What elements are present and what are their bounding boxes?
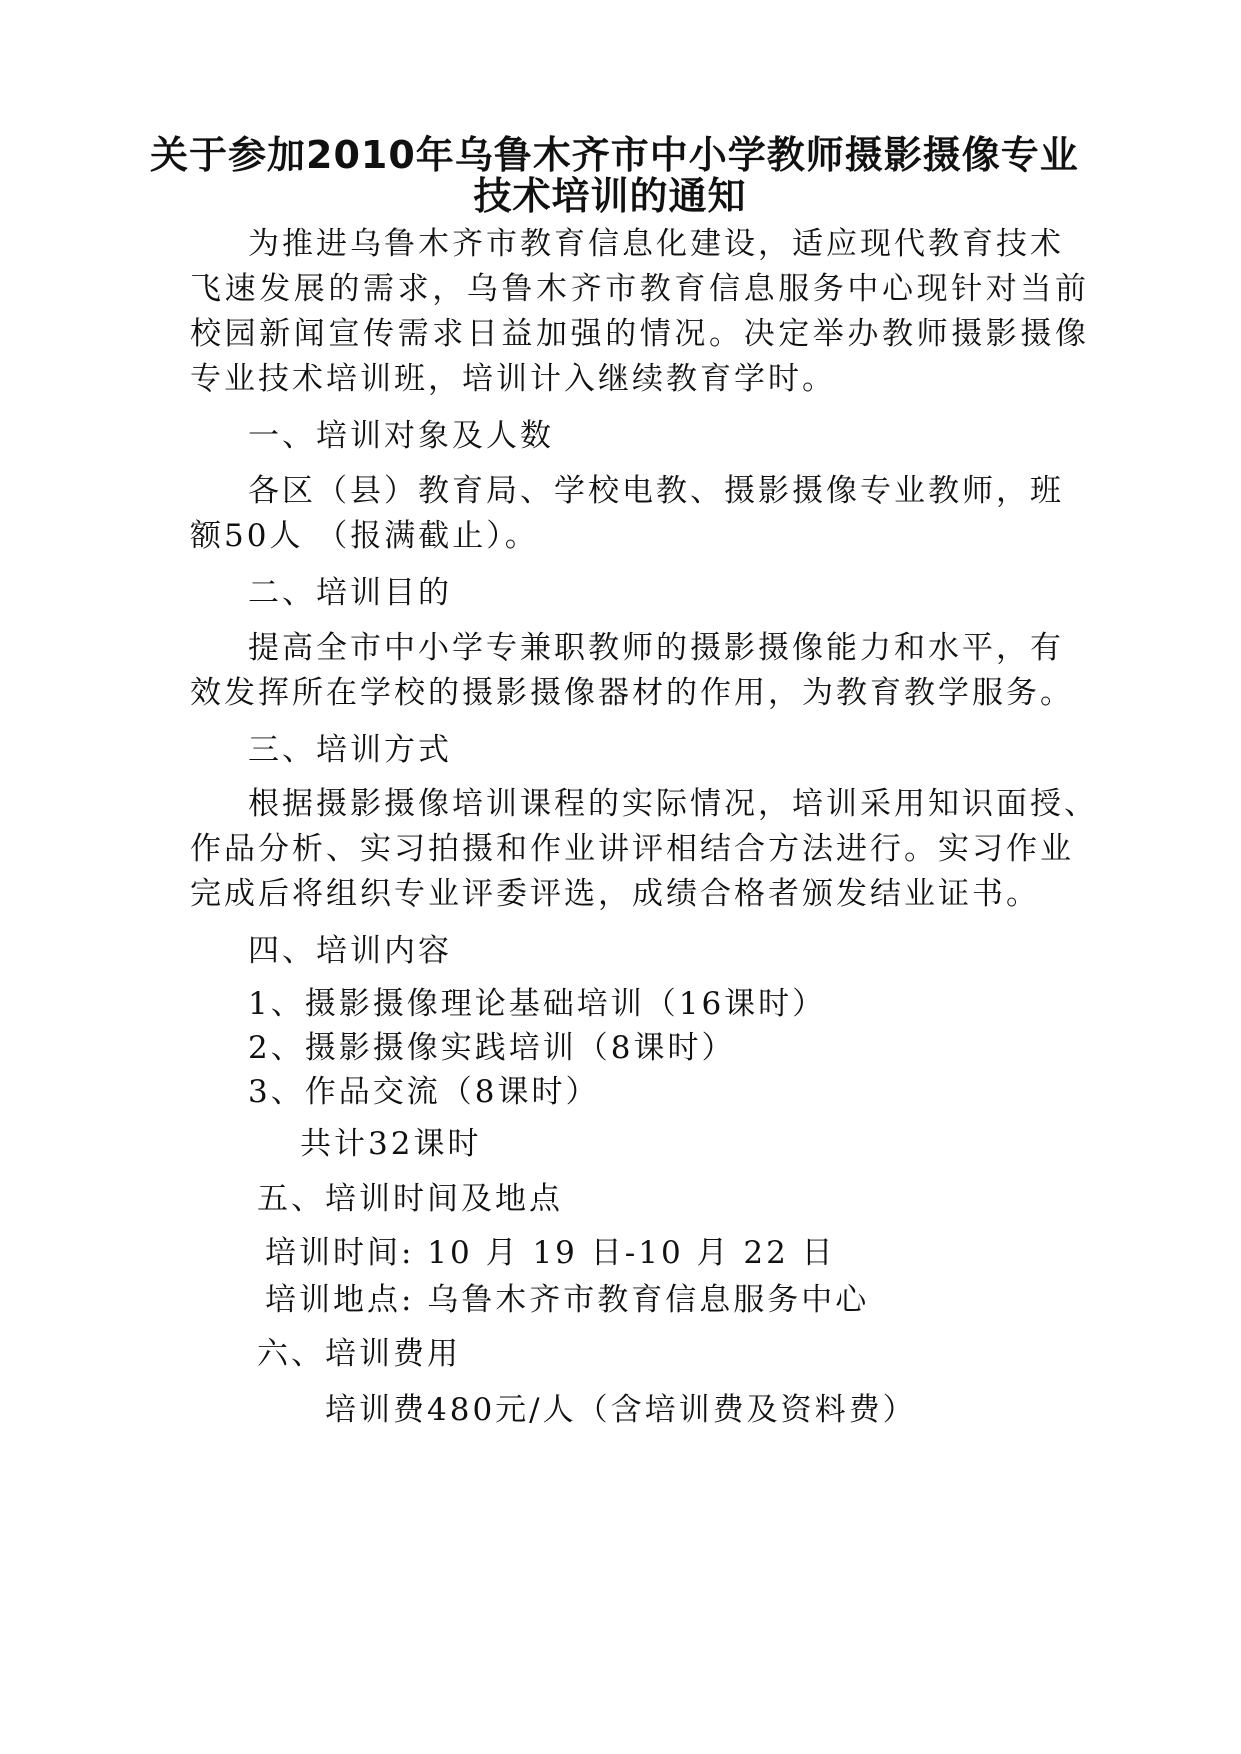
content-item-2: 2、摄影摄像实践培训（8课时） <box>248 1030 736 1066</box>
training-fee: 培训费480元/人（含培训费及资料费） <box>325 1392 917 1428</box>
section-heading-purpose: 二、培训目的 <box>248 575 452 611</box>
intro-line-2: 飞速发展的需求，乌鲁木齐市教育信息服务中心现针对当前 <box>190 271 1090 307</box>
section-heading-fee: 六、培训费用 <box>257 1336 461 1372</box>
section-heading-targets: 一、培训对象及人数 <box>248 418 554 454</box>
section-heading-content: 四、培训内容 <box>248 933 452 969</box>
intro-line-3: 校园新闻宣传需求日益加强的情况。决定举办教师摄影摄像 <box>190 316 1090 352</box>
section-method-line-1: 根据摄影摄像培训课程的实际情况，培训采用知识面授、 <box>248 786 1098 822</box>
content-item-1: 1、摄影摄像理论基础培训（16课时） <box>248 986 827 1022</box>
section-heading-time-place: 五、培训时间及地点 <box>257 1181 563 1217</box>
intro-line-1: 为推进乌鲁木齐市教育信息化建设，适应现代教育技术 <box>248 226 1064 262</box>
document-title-line-1: 关于参加2010年乌鲁木齐市中小学教师摄影摄像专业 <box>150 133 1079 177</box>
section-method-line-3: 完成后将组织专业评委评选，成绩合格者颁发结业证书。 <box>190 876 1040 912</box>
section-targets-line-1: 各区（县）教育局、学校电教、摄影摄像专业教师，班 <box>248 473 1064 509</box>
section-heading-method: 三、培训方式 <box>248 732 452 768</box>
section-purpose-line-1: 提高全市中小学专兼职教师的摄影摄像能力和水平，有 <box>248 630 1064 666</box>
intro-line-4: 专业技术培训班，培训计入继续教育学时。 <box>190 361 836 397</box>
content-item-3: 3、作品交流（8课时） <box>248 1074 600 1110</box>
training-time: 培训时间: 10 月 19 日-10 月 22 日 <box>265 1235 836 1271</box>
section-purpose-line-2: 效发挥所在学校的摄影摄像器材的作用，为教育教学服务。 <box>190 675 1074 711</box>
section-method-line-2: 作品分析、实习拍摄和作业讲评相结合方法进行。实习作业 <box>190 831 1074 867</box>
section-targets-line-2: 额50人 （报满截止）。 <box>190 518 539 554</box>
content-total: 共计32课时 <box>300 1126 482 1162</box>
document-title-line-2: 技术培训的通知 <box>473 174 747 218</box>
training-place: 培训地点: 乌鲁木齐市教育信息服务中心 <box>265 1282 870 1318</box>
